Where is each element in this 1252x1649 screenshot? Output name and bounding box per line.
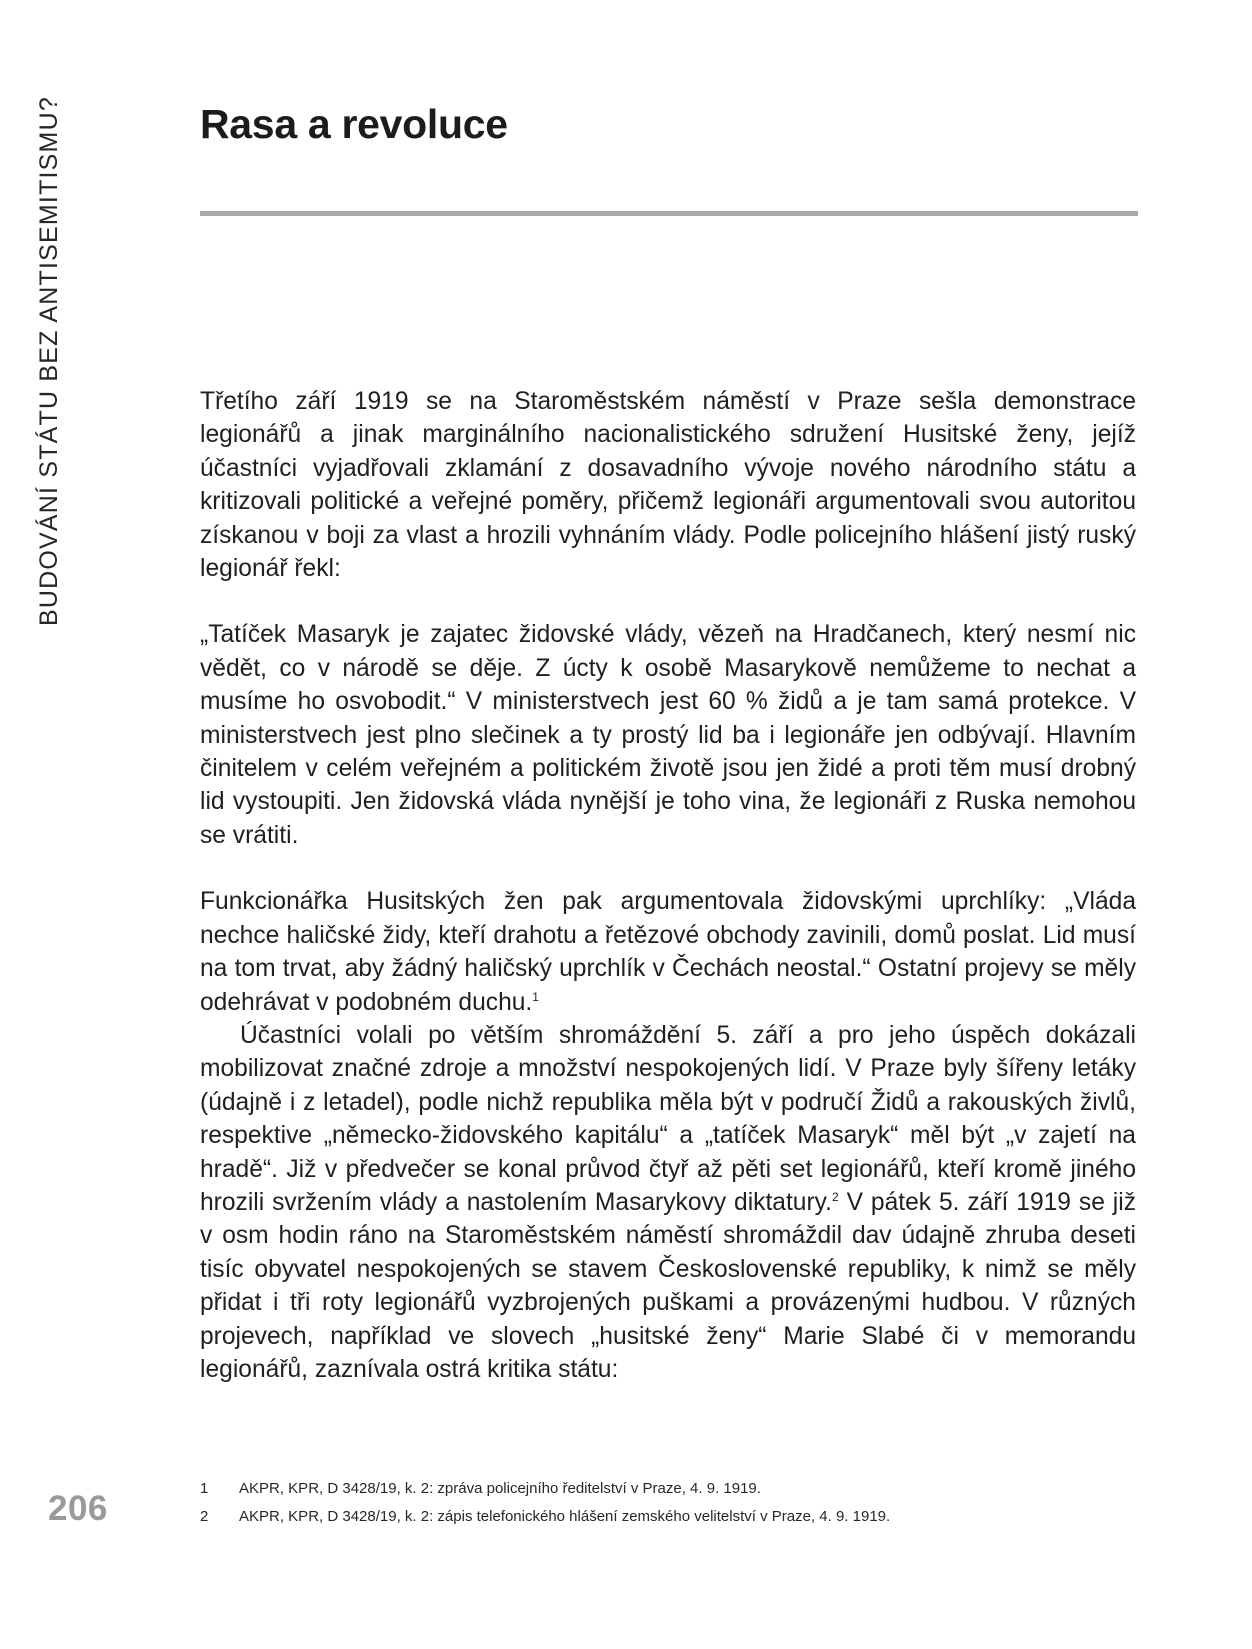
footnote-number: 2 [200, 1508, 209, 1525]
paragraph-gathering-continuation: V pátek 5. září 1919 se již v osm hodin ráno na Staroměstském náměstí shromáždil dav údajně zhruba deseti tisíc obyvatel nespokojených se stavem Československé republiky, k nimž se měly přidat i tři roty legionářů vyzbrojených puškami a provázenými hudbou. V různých projevech, například ve slovech „husitské ženy“ Marie Slabé či v memorandu legionářů, zaznívala ostrá kritika státu: [200, 1188, 1137, 1383]
paragraph-gap [200, 585, 1136, 618]
footnote-text: AKPR, KPR, D 3428/19, k. 2: zpráva policejního ředitelství v Praze, 4. 9. 1919. [239, 1480, 761, 1497]
footnote-2 [200, 1503, 1140, 1531]
footnote-1 [200, 1475, 1140, 1503]
body-text [200, 385, 1136, 1386]
paragraph-gathering-text: Účastníci volali po větším shromáždění 5. září a pro jeho úspěch dokázali mobilizovat značné zdroje a množství nespokojených lidí. V Praze byly šířeny letáky (údajně i z letadel), podle nichž republika měla být v područí Židů a rakouských živlů, respektive „německo-židovského kapitálu“ a „tatíček Masaryk“ měl být „v zajetí na hradě“. Již v předvečer se konal průvod čtyř až pěti set legionářů, kteří kromě jiného hrozili svržením vlády a nastolením Masarykovy diktatury. [200, 1021, 1136, 1216]
footnotes [200, 1475, 1140, 1531]
footnote-number: 1 [200, 1480, 209, 1497]
paragraph-gap [200, 852, 1136, 885]
footnote-mark-1[interactable]: 1 [532, 989, 539, 1004]
title-divider [200, 211, 1138, 216]
paragraph-gathering [200, 1019, 1136, 1386]
chapter-title: Rasa a revoluce [200, 101, 508, 147]
paragraph-refugees-text: Funkcionářka Husitských žen pak argumentovala židovskými uprchlíky: „Vláda nechce haličské židy, kteří drahotu a řetězové obchody zavinili, domů poslat. Lid musí na tom trvat, aby žádný haličský uprchlík v Čechách neostal.“ Ostatní projevy se měly odehrávat v podobném duchu. [200, 888, 1136, 1016]
page-number: 206 [48, 1489, 108, 1528]
running-head: BUDOVÁNÍ STÁTU BEZ ANTISEMITISMU? [35, 96, 63, 626]
paragraph-intro: Třetího září 1919 se na Staroměstském náměstí v Praze sešla demonstrace legionářů a jinak marginálního nacionalistického sdružení Husitské ženy, jejíž účastníci vyjadřovali zklamání z dosavadního vývoje nového národního státu a kritizovali politické a veřejné poměry, přičemž legionáři argumentovali svou autoritou získanou v boji za vlast a hrozili vyhnáním vlády. Podle policejního hlášení jistý ruský legionář řekl: [200, 388, 1136, 583]
footnote-text: AKPR, KPR, D 3428/19, k. 2: zápis telefonického hlášení zemského velitelství v Praze, 4. 9. 1919. [239, 1508, 891, 1525]
quotation-block: „Tatíček Masaryk je zajatec židovské vlády, vězeň na Hradčanech, který nesmí nic vědět, co v národě se děje. Z úcty k osobě Masarykově nemůžeme to nechat a musíme ho osvobodit.“ V ministerstvech jest 60 % židů a je tam samá protekce. V ministerstvech jest plno slečinek a ty prostý lid ba i legionáře jen odbývají. Hlavním činitelem v celém veřejném a politickém životě jsou jen židé a proti těm musí drobný lid vystoupiti. Jen židovská vláda nynější je toho vina, že legionáři z Ruska nemohou se vrátiti. [200, 621, 1136, 849]
footnote-mark-2[interactable]: 2 [831, 1189, 839, 1204]
paragraph-refugees [200, 885, 1136, 1019]
